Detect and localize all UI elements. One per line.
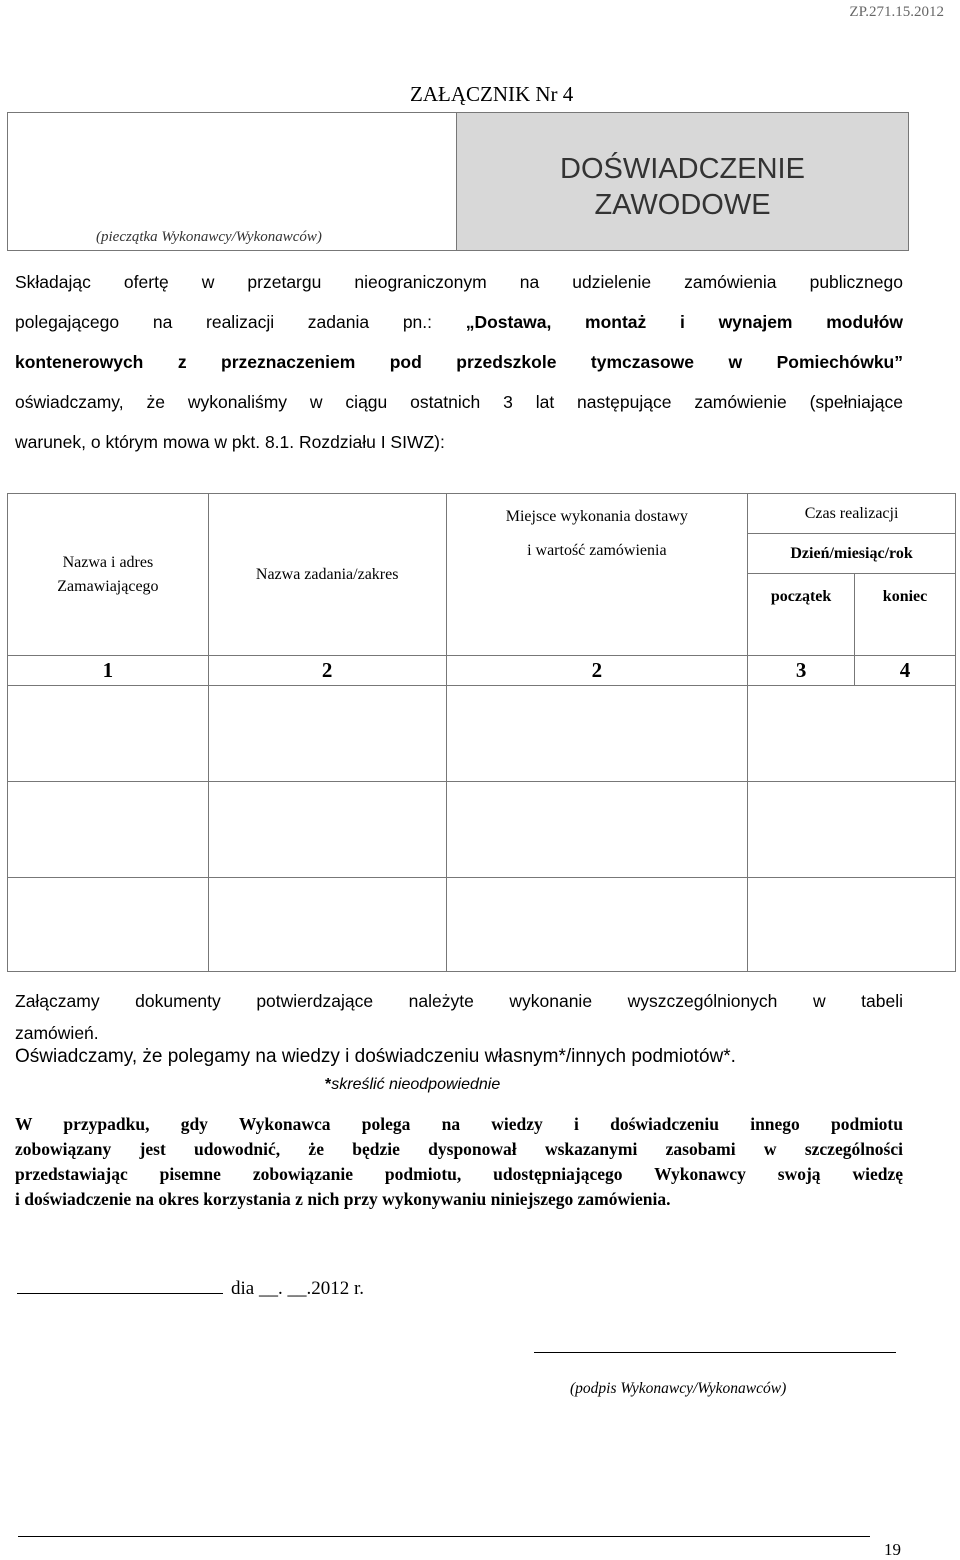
col-number: 4 (855, 656, 956, 686)
intro-paragraph (15, 262, 903, 462)
notice-paragraph (15, 1112, 903, 1212)
date-text: dia __. __.2012 r. (231, 1278, 364, 1299)
intro-line-2 (15, 302, 903, 342)
table-cell[interactable] (446, 878, 748, 972)
attachments-line-1: Załączamy dokumenty potwierdzające należyte wykonanie wyszczególnionych w tabeli (15, 991, 903, 1011)
number-row (8, 656, 956, 686)
page-number: 19 (884, 1540, 901, 1559)
stamp-area (8, 113, 457, 250)
col-number: 2 (208, 656, 446, 686)
table-cell[interactable] (446, 686, 748, 782)
header-end: koniec (855, 574, 956, 656)
declaration: Oświadczamy, że polegamy na wiedzy i doświadczeniu własnym*/innych podmiotów*. (15, 1046, 736, 1067)
section-title-line-1: DOŚWIADCZENIE (560, 153, 805, 185)
stamp-label: (pieczątka Wykonawcy/Wykonawców) (96, 229, 322, 245)
footer-divider (18, 1536, 870, 1537)
header-task: Nazwa zadania/zakres (208, 494, 446, 656)
table-cell[interactable] (446, 782, 748, 878)
table-row (8, 878, 956, 972)
place-blank[interactable] (17, 1278, 223, 1294)
signature-label: (podpis Wykonawcy/Wykonawców) (570, 1380, 787, 1397)
table-cell[interactable] (748, 686, 956, 782)
header-start: początek (748, 574, 855, 656)
annex-title: ZAŁĄCZNIK Nr 4 (410, 82, 574, 106)
strike-text: skreślić nieodpowiednie (331, 1076, 501, 1093)
header-box (7, 112, 909, 251)
table-cell[interactable] (748, 782, 956, 878)
intro-line-5: warunek, o którym mowa w pkt. 8.1. Rozdziału I SIWZ): (15, 432, 445, 452)
section-title-line-2: ZAWODOWE (594, 189, 771, 221)
strike-asterisk: * (325, 1076, 332, 1093)
table-cell[interactable] (8, 782, 209, 878)
notice-line-1: W przypadku, gdy Wykonawca polega na wiedzy i doświadczeniu innego podmiotu (15, 1114, 903, 1134)
table-row (8, 782, 956, 878)
col-number: 3 (748, 656, 855, 686)
table-cell[interactable] (748, 878, 956, 972)
header-location-value: Miejsce wykonania dostawy i wartość zamówienia (446, 494, 748, 656)
strike-note (325, 1076, 500, 1094)
table-cell[interactable] (8, 686, 209, 782)
header-date-format: Dzień/miesiąc/rok (748, 534, 956, 574)
section-title (457, 113, 908, 250)
experience-table (7, 493, 956, 972)
document-reference: ZP.271.15.2012 (849, 4, 944, 20)
attachments-statement (15, 985, 903, 1049)
notice-line-3: przedstawiając pisemne zobowiązanie podmiotu, udostępniającego Wykonawcy swoją wiedzę (15, 1164, 903, 1184)
signature-line[interactable] (534, 1352, 896, 1353)
intro-line-4: oświadczamy, że wykonaliśmy w ciągu ostatnich 3 lat następujące zamówienie (spełniające (15, 392, 903, 412)
table-cell[interactable] (208, 878, 446, 972)
intro-line-2a: polegającego na realizacji zadania pn.: (15, 312, 466, 332)
notice-line-4: i doświadczenie na okres korzystania z nich przy wykonywaniu niniejszego zamówienia. (15, 1189, 671, 1209)
table-cell[interactable] (8, 878, 209, 972)
header-time: Czas realizacji (748, 494, 956, 534)
col-number: 2 (446, 656, 748, 686)
date-field[interactable] (17, 1278, 364, 1300)
notice-line-2: zobowiązany jest udowodnić, że będzie dysponował wskazanymi zasobami w szczególności (15, 1139, 903, 1159)
intro-line-1: Składając ofertę w przetargu nieograniczonym na udzielenie zamówienia publicznego (15, 272, 903, 292)
table-cell[interactable] (208, 686, 446, 782)
header-client: Nazwa i adres Zamawiającego (8, 494, 209, 656)
task-name-end: kontenerowych z przeznaczeniem pod przedszkole tymczasowe w Pomiechówku” (15, 352, 903, 372)
attachments-line-2: zamówień. (15, 1023, 99, 1043)
col-number: 1 (8, 656, 209, 686)
table-cell[interactable] (208, 782, 446, 878)
task-name-start: „Dostawa, montaż i wynajem modułów (465, 312, 903, 332)
table-row (8, 686, 956, 782)
